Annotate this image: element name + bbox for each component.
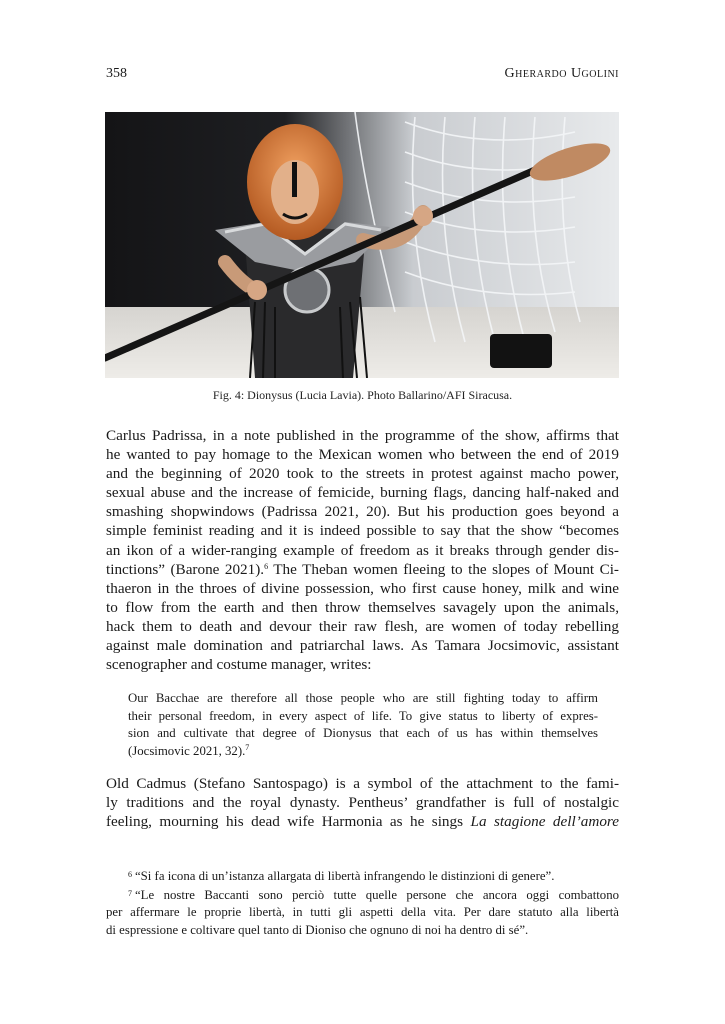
text-fragment: The Theban women fleeing to the slopes of Mount Ci- [268,560,619,578]
footnote-ref-7[interactable]: 7 [245,742,250,752]
footnote-mark: 6 [128,870,132,879]
text-fragment: (Jocsimovic 2021, 32). [128,743,246,758]
block-quote [128,690,598,760]
footnote-text: “Si fa icona di un’istanza allargata di libertà infrangendo le distinzioni di genere”. [135,869,555,883]
text-line: simple feminist reading and it is indeed possible to say that the show “becomes [106,522,619,540]
footnote-text: “Le nostre Baccanti sono perciò tutte quelle persone che ancora oggi combattono [135,888,619,903]
quote-line: Our Bacchae are therefore all those people who are still fighting today to affirm [128,691,598,705]
text-line: Old Cadmus (Stefano Santospago) is a symbol of the attachment to the fami- [106,775,619,792]
text-fragment: tinctions” (Barone 2021). [106,560,265,578]
text-line: thaeron in the throes of divine possession, who first cause honey, milk and wine [106,579,619,597]
footnote-line: per affermare le proprie libertà, in tutti gli aspetti della vita. Per dare statuto alla libertà [106,905,619,920]
paragraph-1 [106,426,619,674]
quote-line: their personal freedom, in every aspect of life. To give status to liberty of expres- [128,708,598,723]
text-line: against male domination and patriarchal laws. As Tamara Jocsimovic, assistant [106,637,619,655]
figure-photo [105,112,619,378]
text-line: scenographer and costume manager, writes: [106,656,372,674]
text-line: hack them to death and devour their raw flesh, are women of today rebelling [106,617,619,635]
text-line: and the beginning of 2020 took to the streets in protest against macho power, [106,465,619,483]
text-line: Carlus Padrissa, in a note published in the programme of the show, affirms that [106,427,619,444]
footnotes [106,866,619,939]
performer-photo [105,112,619,378]
text-line: ly traditions and the royal dynasty. Pentheus’ grandfather is full of nostalgic [106,794,619,812]
footnote-6 [106,866,619,885]
text-fragment: feeling, mourning his dead wife Harmonia as he sings [106,813,471,831]
text-line: he wanted to pay homage to the Mexican women who between the end of 2019 [106,446,619,464]
text-line: to flow from the earth and then throw themselves savagely upon the animals, [106,598,619,616]
paragraph-2 [106,774,619,831]
text-line [106,812,619,831]
text-line: an ikon of a wider-ranging example of freedom as it breaks through gender dis- [106,541,619,559]
footnote-line: di espressione e coltivare quel tanto di Dioniso che ognuno di noi ha dentro di sé”. [106,922,529,937]
text-line: sexual abuse and the increase of femicide, burning flags, dancing half-naked and [106,484,619,502]
footnote-7 [106,885,619,904]
text-line: smashing shopwindows (Padrissa 2021, 20). But his production goes beyond a [106,503,619,521]
running-header-author: Gherardo Ugolini [504,66,619,81]
song-title: La stagione dell’amore [470,813,620,831]
footnote-ref-6[interactable]: 6 [264,561,269,571]
quote-line: sion and cultivate that degree of Dionysus that each of us has within themselves [128,726,598,741]
footnote-mark: 7 [128,889,132,899]
running-header [106,66,619,82]
figure-caption: Fig. 4: Dionysus (Lucia Lavia). Photo Ballarino/AFI Siracusa. [212,388,513,402]
text-line [106,560,619,579]
page-number: 358 [106,66,127,81]
quote-line [128,743,598,761]
